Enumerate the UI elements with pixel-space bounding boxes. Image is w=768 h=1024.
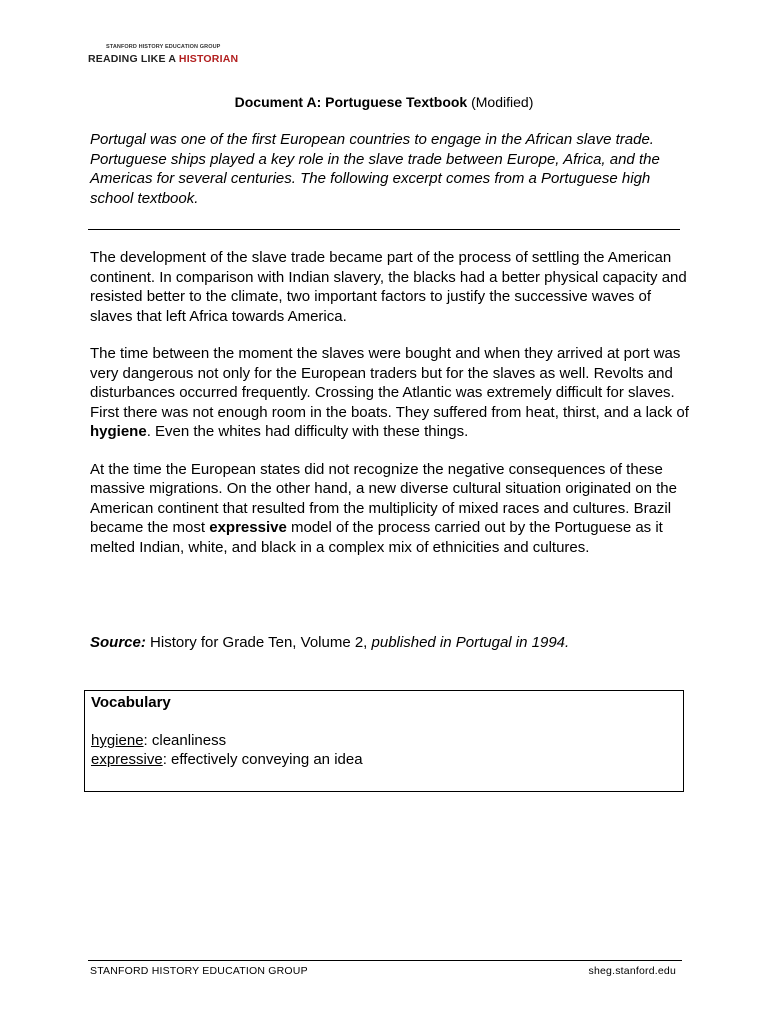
logo-text-a: READING LIKE A bbox=[88, 53, 179, 65]
vocabulary-definition: : cleanliness bbox=[143, 732, 227, 749]
source-label: Source: bbox=[90, 634, 146, 651]
excerpt-paragraph-2 bbox=[90, 344, 690, 442]
section-divider bbox=[88, 229, 680, 230]
p3-keyword: expressive bbox=[209, 519, 287, 536]
logo-org-name: STANFORD HISTORY EDUCATION GROUP bbox=[106, 44, 221, 50]
excerpt-paragraph-3 bbox=[90, 460, 690, 558]
source-citation bbox=[90, 634, 569, 651]
vocabulary-term: hygiene bbox=[91, 732, 144, 749]
title-suffix: (Modified) bbox=[467, 94, 534, 110]
p2-keyword: hygiene bbox=[90, 423, 147, 440]
p2-text-b: . Even the whites had difficulty with these things. bbox=[146, 423, 469, 440]
vocabulary-entry bbox=[91, 751, 363, 768]
excerpt-body bbox=[90, 248, 690, 575]
footer-website: sheg.stanford.edu bbox=[588, 965, 676, 977]
logo-text-b: HISTORIAN bbox=[178, 53, 239, 65]
vocabulary-definition: : effectively conveying an idea bbox=[162, 751, 363, 768]
vocabulary-box bbox=[84, 690, 684, 792]
source-publication: published in Portugal in 1994. bbox=[371, 634, 570, 651]
logo-program-name bbox=[88, 53, 238, 65]
p3-text-b: model of the process carried out by the Portuguese as it melted Indian, white, and black in a complex mix of ethnicities and cultures. bbox=[90, 519, 663, 556]
p3-text-a: At the time the European states did not recognize the negative consequences of these massive migrations. On the other hand, a new diverse cultural situation originated on the American continent that resulted from the multiplicity of mixed races and cultures. Brazil became the most bbox=[90, 460, 677, 536]
logo bbox=[88, 44, 238, 65]
vocabulary-entry bbox=[91, 732, 226, 749]
excerpt-paragraph-1: The development of the slave trade became part of the process of settling the American continent. In comparison with Indian slavery, the blacks had a better physical capacity and resisted better to the climate, two important factors to justify the successive waves of slaves that left Africa towards America. bbox=[90, 249, 687, 325]
intro-paragraph: Portugal was one of the first European countries to engage in the African slave trade. Portuguese ships played a key role in the slave trade between Europe, Africa, and the Americas for several centuries. The following excerpt comes from a Portuguese high school textbook. bbox=[90, 131, 660, 207]
p2-text-a: The time between the moment the slaves were bought and when they arrived at port was very dangerous not only for the European traders but for the slaves as well. Revolts and disturbances occurred frequently. Crossing the Atlantic was extremely difficult for slaves. First there was not enough room in the boats. They suffered from heat, thirst, and a lack of bbox=[90, 345, 689, 421]
footer-org-name: STANFORD HISTORY EDUCATION GROUP bbox=[90, 965, 308, 977]
vocabulary-term: expressive bbox=[91, 751, 163, 768]
title-main: Document A: Portuguese Textbook bbox=[234, 94, 468, 110]
vocabulary-title: Vocabulary bbox=[91, 694, 171, 711]
source-text: History for Grade Ten, Volume 2, bbox=[145, 634, 372, 651]
document-title bbox=[0, 94, 768, 110]
footer-divider bbox=[88, 960, 682, 961]
